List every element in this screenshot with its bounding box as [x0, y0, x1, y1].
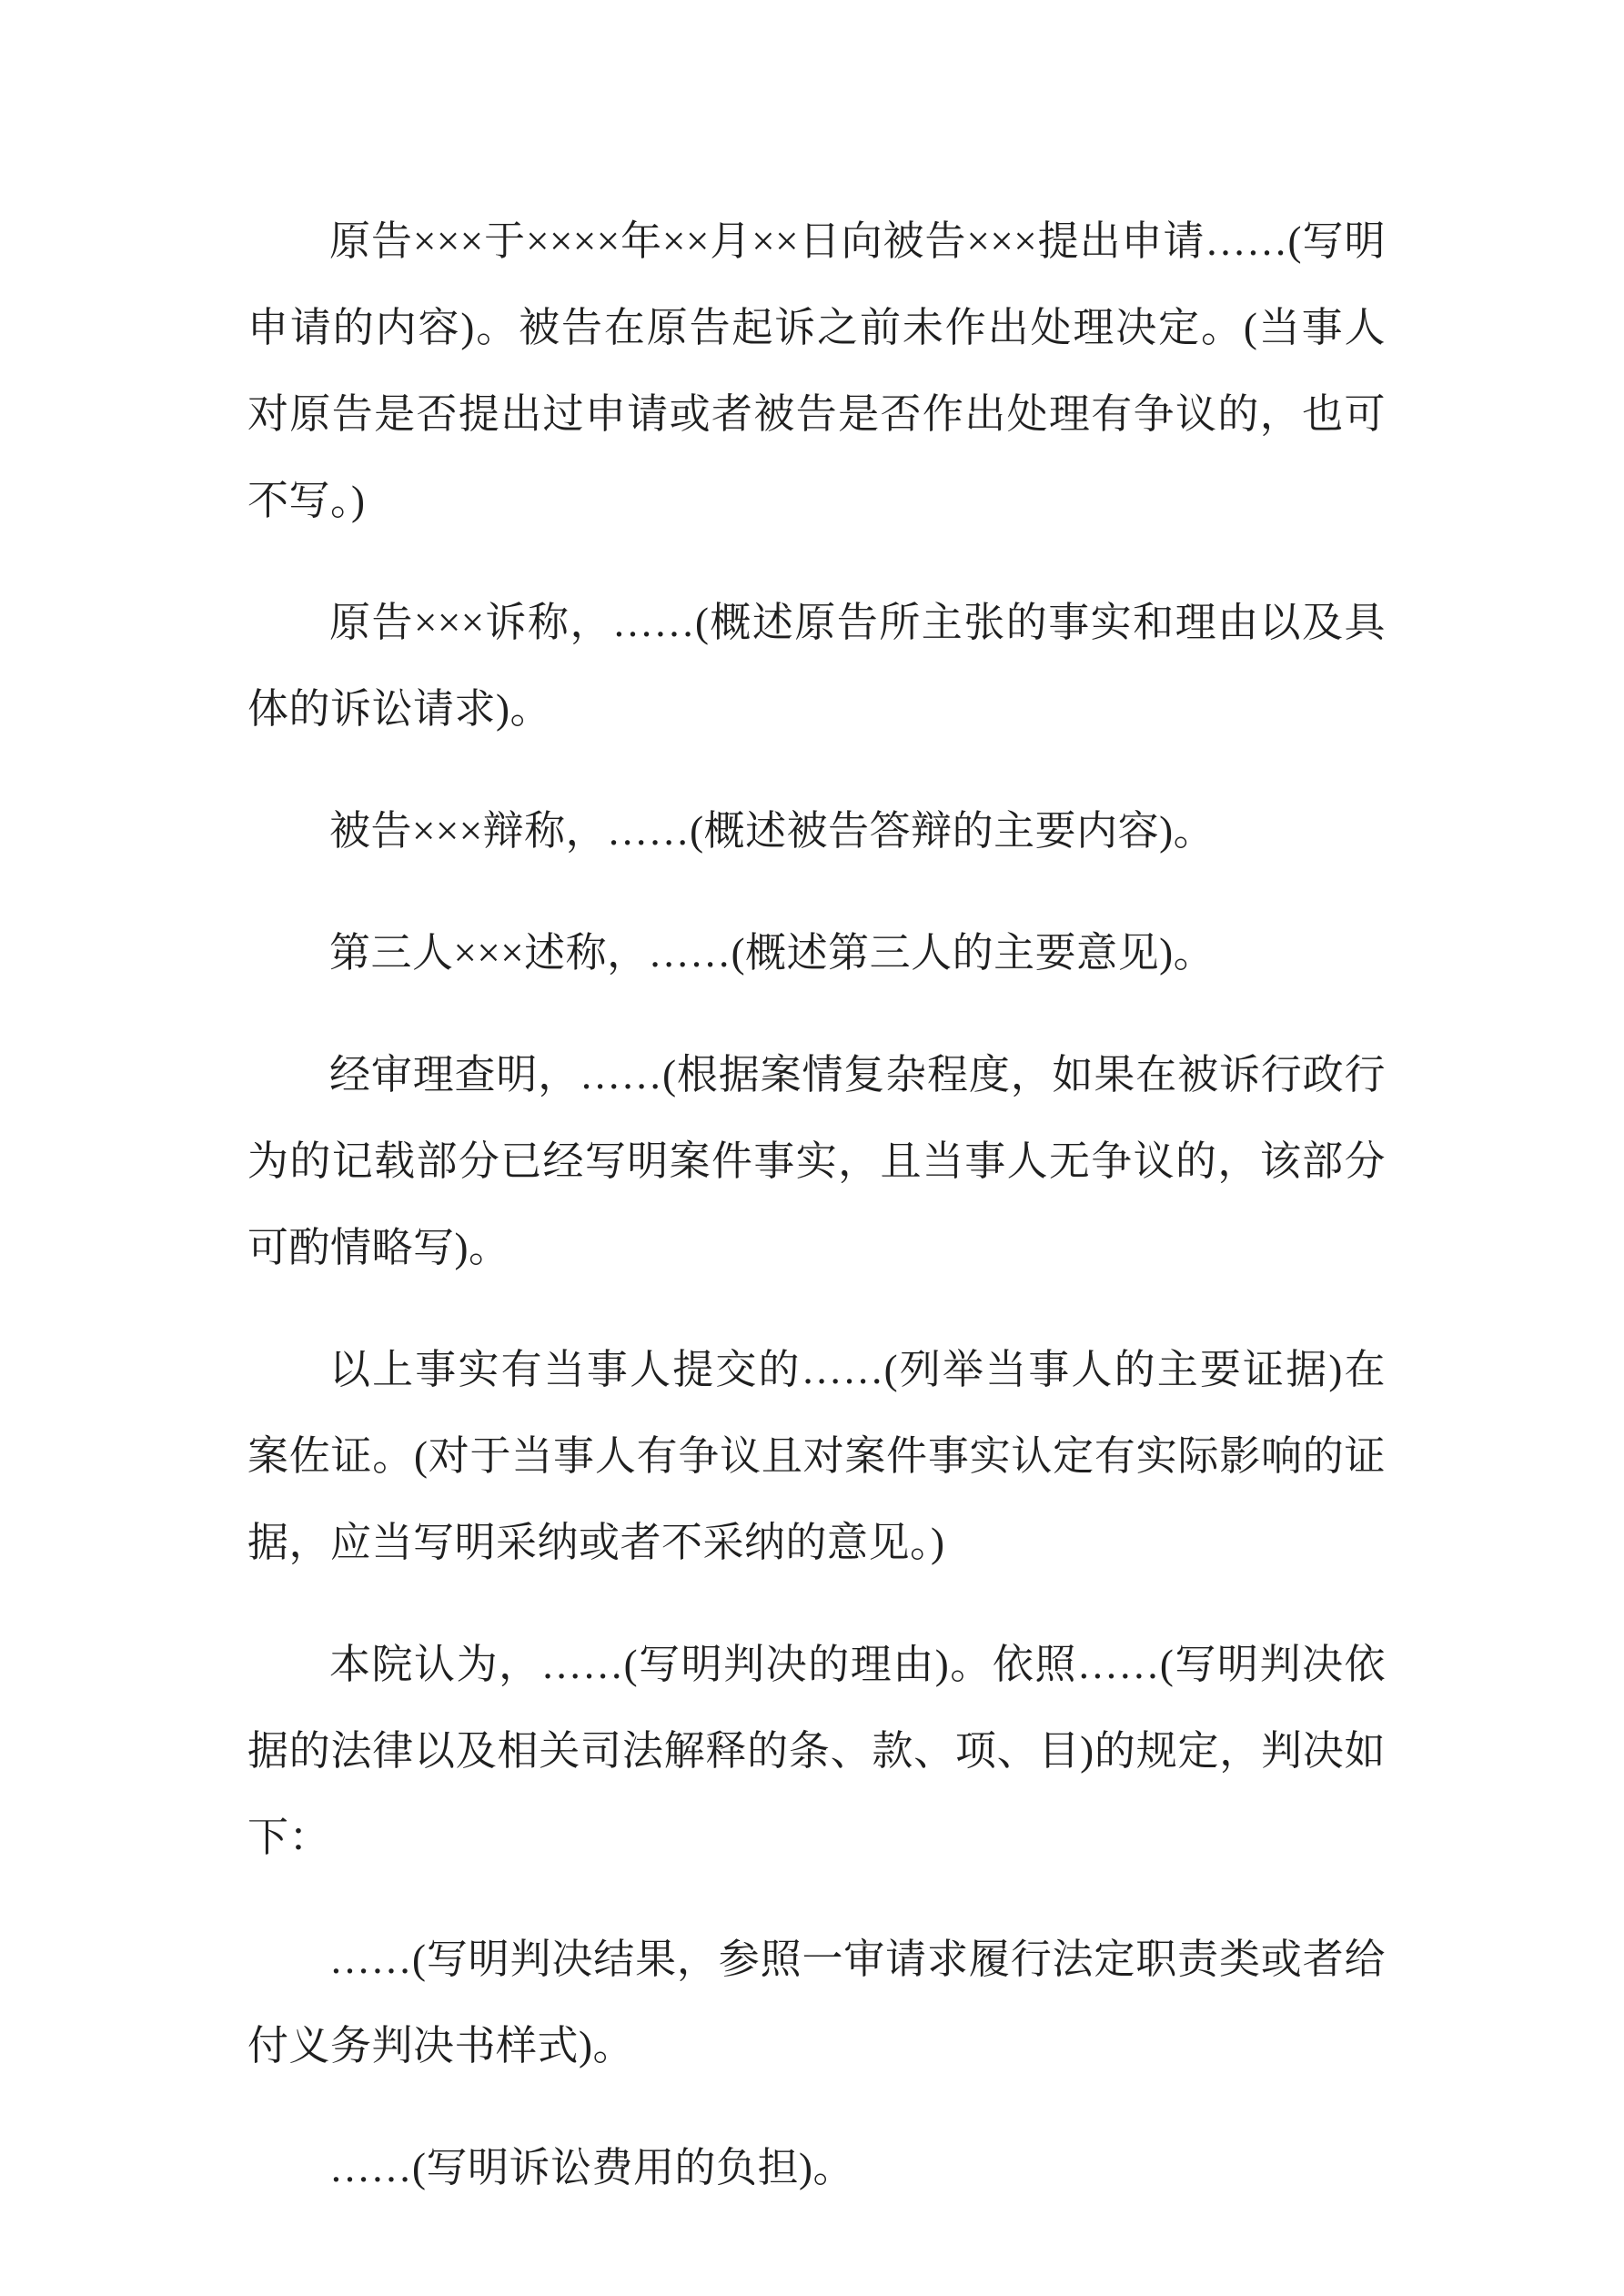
paragraph-plaintiff-claim: 原告×××诉称，……(概述原告所主张的事实和理由以及具体的诉讼请求)。: [247, 600, 1386, 732]
paragraph-court-findings: 经审理查明，……(根据案情复杂程度，如果在被诉行政行为的记载部分已经写明案件事实，且当事人无争议的，该部分可酌情略写)。: [247, 1052, 1386, 1270]
paragraph-judgment-result: ……(写明判决结果，参照一审请求履行法定职责类或者给付义务判决书样式)。: [247, 1937, 1386, 2068]
paragraph-evidence: 以上事实有当事人提交的……(列举当事人的主要证据)在案佐证。(对于当事人有争议且对案件事实认定有实际影响的证据，应当写明采纳或者不采纳的意见。): [247, 1347, 1386, 1565]
paragraph-defendant-defense: 被告×××辩称，……(概述被告答辩的主要内容)。: [329, 808, 1215, 854]
paragraph-litigation-costs: ……(写明诉讼费用的负担)。: [329, 2145, 854, 2190]
paragraph-application-facts: 原告×××于××××年××月××日向被告×××提出申请……(写明申请的内容)。被告在原告起诉之前未作出处理决定。(当事人对原告是否提出过申请或者被告是否作出处理有争议的，也可不写。): [247, 218, 1386, 523]
document-body: [247, 198, 1386, 2211]
paragraph-third-party-statement: 第三人×××述称，……(概述第三人的主要意见)。: [329, 930, 1215, 976]
paragraph-court-opinion: 本院认为，……(写明判决的理由)。依照……(写明判决依据的法律以及相关司法解释的条、款、项、目)的规定，判决如下：: [247, 1642, 1386, 1860]
